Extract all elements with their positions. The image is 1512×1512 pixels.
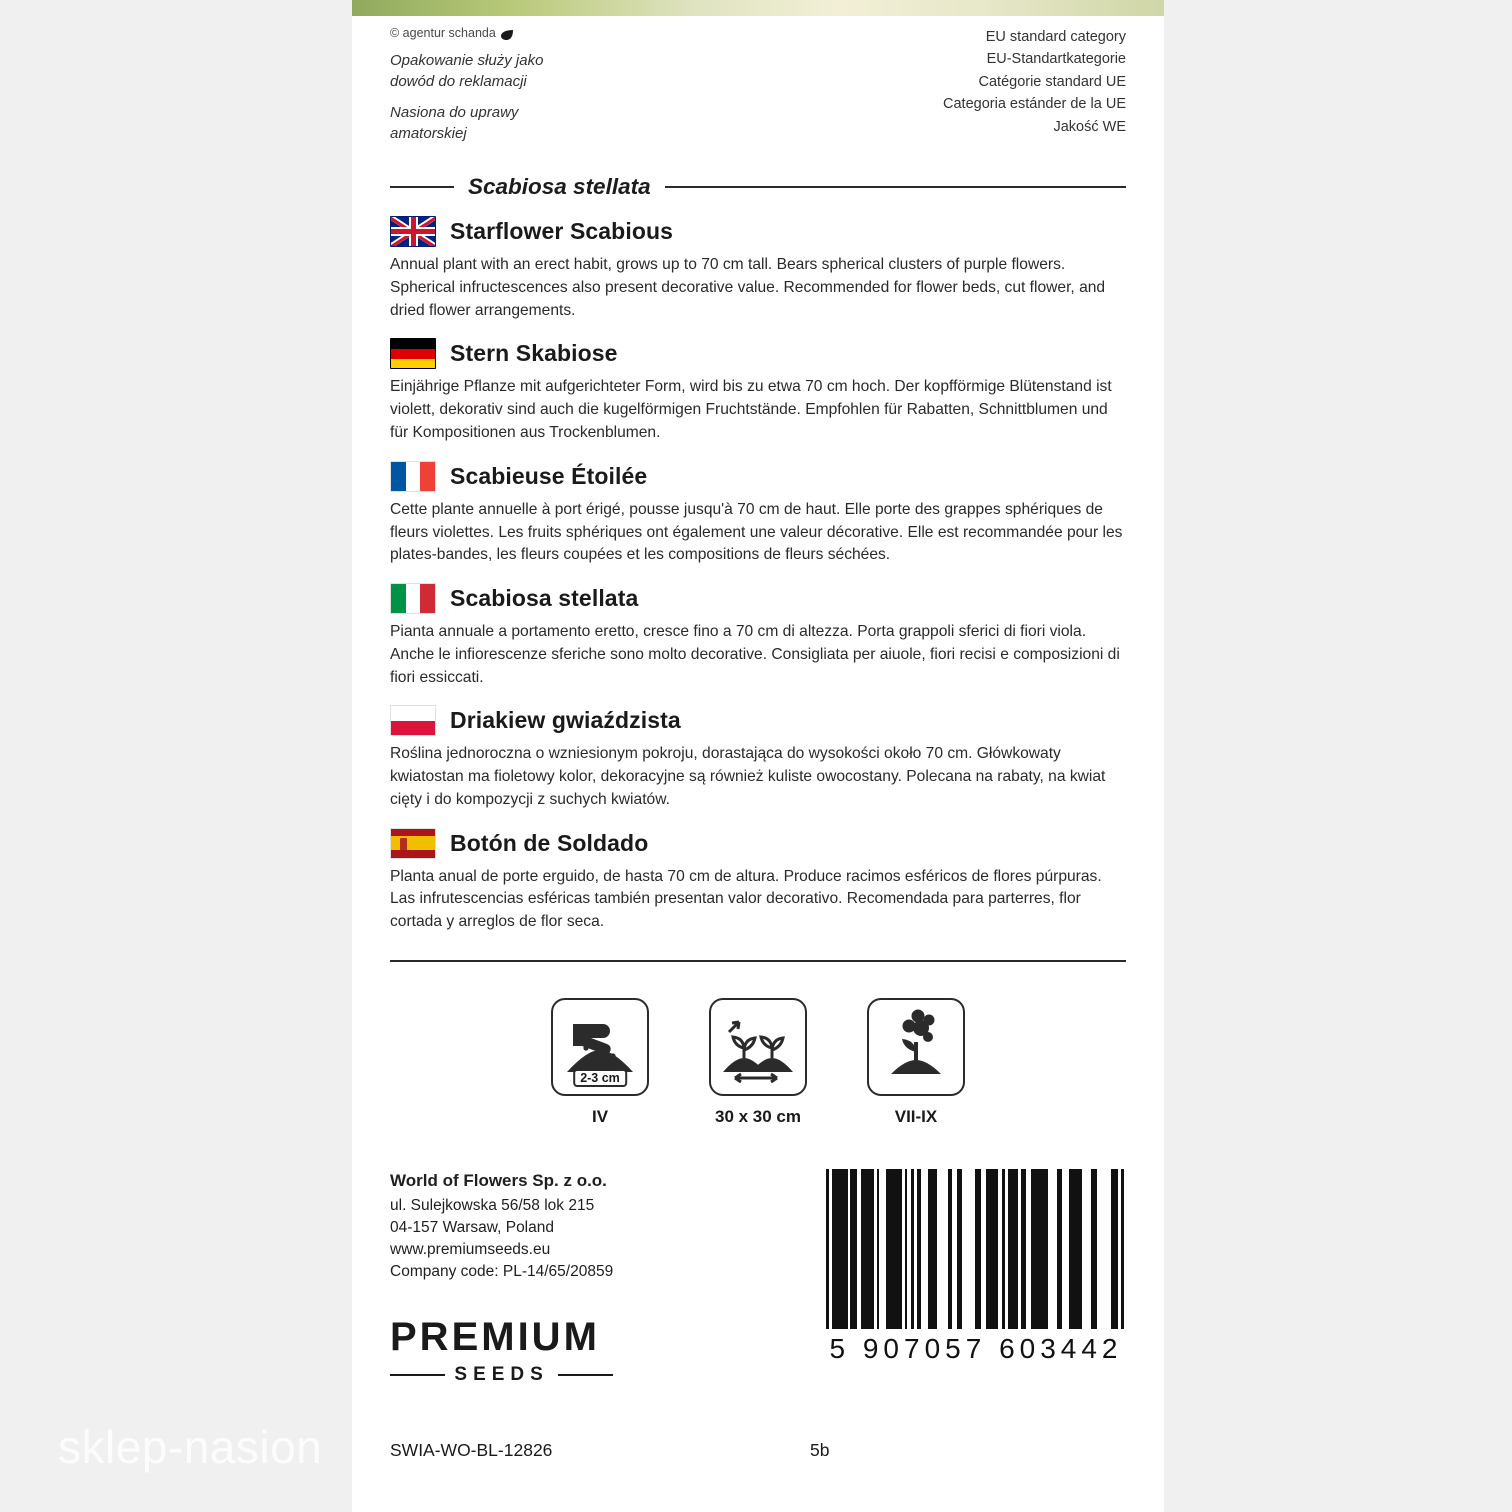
meta-left [390, 26, 543, 144]
france-flag-icon [390, 461, 436, 492]
company-block [390, 1169, 613, 1283]
eu-category-block [943, 26, 1126, 138]
photo-strip [352, 0, 1164, 16]
barcode-bars [826, 1169, 1126, 1329]
eu-category-en: EU standard category [985, 29, 1126, 45]
language-head-pl [390, 705, 1126, 736]
spain-flag-icon [390, 828, 436, 859]
agency-credit [390, 26, 543, 40]
language-name-fr: Scabieuse Étoilée [450, 462, 648, 489]
meta-left-line-4: amatorskiej [390, 124, 467, 142]
language-block-pl [390, 705, 1126, 811]
language-name-en: Starflower Scabious [450, 218, 674, 245]
flowering-caption: VII-IX [894, 1106, 938, 1126]
language-desc-en: Annual plant with an erect habit, grows up to 70 cm tall. Bears spherical clusters of purple flowers. Spherical infructescences also present decorative value. Recommended for flower beds, cut flower, and dried flower arrangements. [390, 256, 1106, 319]
leaf-icon [501, 29, 514, 39]
language-desc-de: Einjährige Pflanze mit aufgerichteter Form, wird bis zu etwa 70 cm hoch. Der kopfförmige Blütenstand ist violett, dekorativ sind auch die kugelförmigen Fruchtstände. Empfohlen für Rabatten, Schnittblumen und für Kompositionen aus Trockenblumen. [390, 378, 1112, 442]
language-name-pl: Driakiew gwiaździsta [450, 707, 681, 734]
language-block-es [390, 828, 1126, 934]
bottom-row [390, 1440, 1126, 1461]
language-desc-it: Pianta annuale a portamento eretto, cresce fino a 70 cm di altezza. Porta grappoli sferici di fiori viola. Anche le infiorescenze sferiche sono molto decorative. Consigliata per aiuole, fiori recisi e composizioni di fiori essiccati. [390, 623, 1120, 686]
company-address-2: 04-157 Warsaw, Poland [390, 1219, 554, 1237]
watermark: sklep-nasion [58, 1421, 323, 1473]
sowing-depth-label: 2-3 cm [573, 1069, 627, 1087]
company-name: World of Flowers Sp. z o.o. [390, 1170, 607, 1190]
page-number: 5b [810, 1440, 830, 1460]
flowering-item [858, 998, 974, 1127]
growing-icons-row [390, 998, 1126, 1127]
brand-logo [390, 1317, 613, 1386]
spacing-plants-icon [709, 998, 807, 1096]
language-desc-pl: Roślina jednoroczna o wzniesionym pokroju, dorastająca do wysokości około 70 cm. Główkowaty kwiatostan ma fioletowy kolor, dekoracyjne są również kuliste owocostany. Polecana na rabaty, na kwiat cięty i do kompozycji z suchych kwiatów. [390, 745, 1106, 808]
eu-category-de: EU-Standartkategorie [986, 51, 1126, 68]
barcode-block [826, 1169, 1126, 1365]
brand-line-left [390, 1374, 445, 1377]
eu-category-pl: Jakość WE [1053, 118, 1126, 135]
brand-premium: PREMIUM [390, 1315, 600, 1360]
footer [390, 1169, 1126, 1386]
seed-packet-back [352, 0, 1164, 1512]
agency-credit-text: © agentur schanda [390, 26, 496, 40]
divider-right [665, 186, 1126, 188]
eu-category-fr: Catégorie standard UE [978, 73, 1126, 90]
language-head-es [390, 828, 1126, 859]
germany-flag-icon [390, 338, 436, 369]
language-desc-fr: Cette plante annuelle à port érigé, pousse jusqu'à 70 cm de haut. Elle porte des grappes sphériques de fleurs violettes. Les fruits sphériques ont également une valeur décorative. Elle est recommandée pour les plates-bandes, les fleurs coupées et les compositions de fleurs séchées. [390, 500, 1123, 564]
sowing-depth-item [542, 998, 658, 1127]
sowing-hand-icon [551, 998, 649, 1096]
brand-seeds: SEEDS [454, 1364, 549, 1386]
meta-left-line-1: Opakowanie służy jako [390, 52, 544, 69]
divider-left [390, 186, 454, 188]
language-name-it: Scabiosa stellata [450, 585, 639, 612]
meta-left-line-3: Nasiona do uprawy [390, 103, 519, 121]
company-code: Company code: PL-14/65/20859 [390, 1263, 614, 1281]
language-head-it [390, 583, 1126, 614]
eu-category-es: Categoria estánder de la UE [943, 96, 1126, 113]
sowing-month-caption: IV [591, 1106, 609, 1126]
company-website[interactable]: www.premiumseeds.eu [390, 1241, 551, 1259]
language-block-de [390, 338, 1126, 444]
brand-line-right [558, 1374, 613, 1377]
language-name-es: Botón de Soldado [450, 829, 649, 856]
product-code: SWIA-WO-BL-12826 [390, 1440, 553, 1460]
spacing-caption: 30 x 30 cm [714, 1106, 801, 1126]
language-head-fr [390, 461, 1126, 492]
spacing-item [700, 998, 816, 1127]
language-block-it [390, 583, 1126, 689]
meta-left-line-2: dowód do reklamacji [390, 73, 527, 91]
uk-flag-icon [390, 216, 436, 247]
barcode-digits: 5 907057 603442 [829, 1332, 1123, 1364]
language-head-de [390, 338, 1126, 369]
section-divider [390, 960, 1126, 962]
language-name-de: Stern Skabiose [450, 340, 618, 367]
company-address-1: ul. Sulejkowska 56/58 lok 215 [390, 1197, 595, 1215]
language-desc-es: Planta anual de porte erguido, de hasta 70 cm de altura. Produce racimos esféricos de flores púrpuras. Las infrutescencias esféricas también presentan valor decorativo. Recomendada para parterres, flor cortada y arreglos de flor seca. [390, 867, 1102, 931]
meta-row [390, 26, 1126, 144]
packet-content [390, 26, 1126, 1386]
flowering-plant-icon [867, 998, 965, 1096]
language-block-fr [390, 461, 1126, 567]
brand-seeds-row [390, 1364, 613, 1386]
language-head-en [390, 216, 1126, 247]
poland-flag-icon [390, 705, 436, 736]
italy-flag-icon [390, 583, 436, 614]
language-block-en [390, 216, 1126, 322]
latin-name-row [390, 174, 1126, 200]
latin-name: Scabiosa stellata [468, 174, 651, 200]
